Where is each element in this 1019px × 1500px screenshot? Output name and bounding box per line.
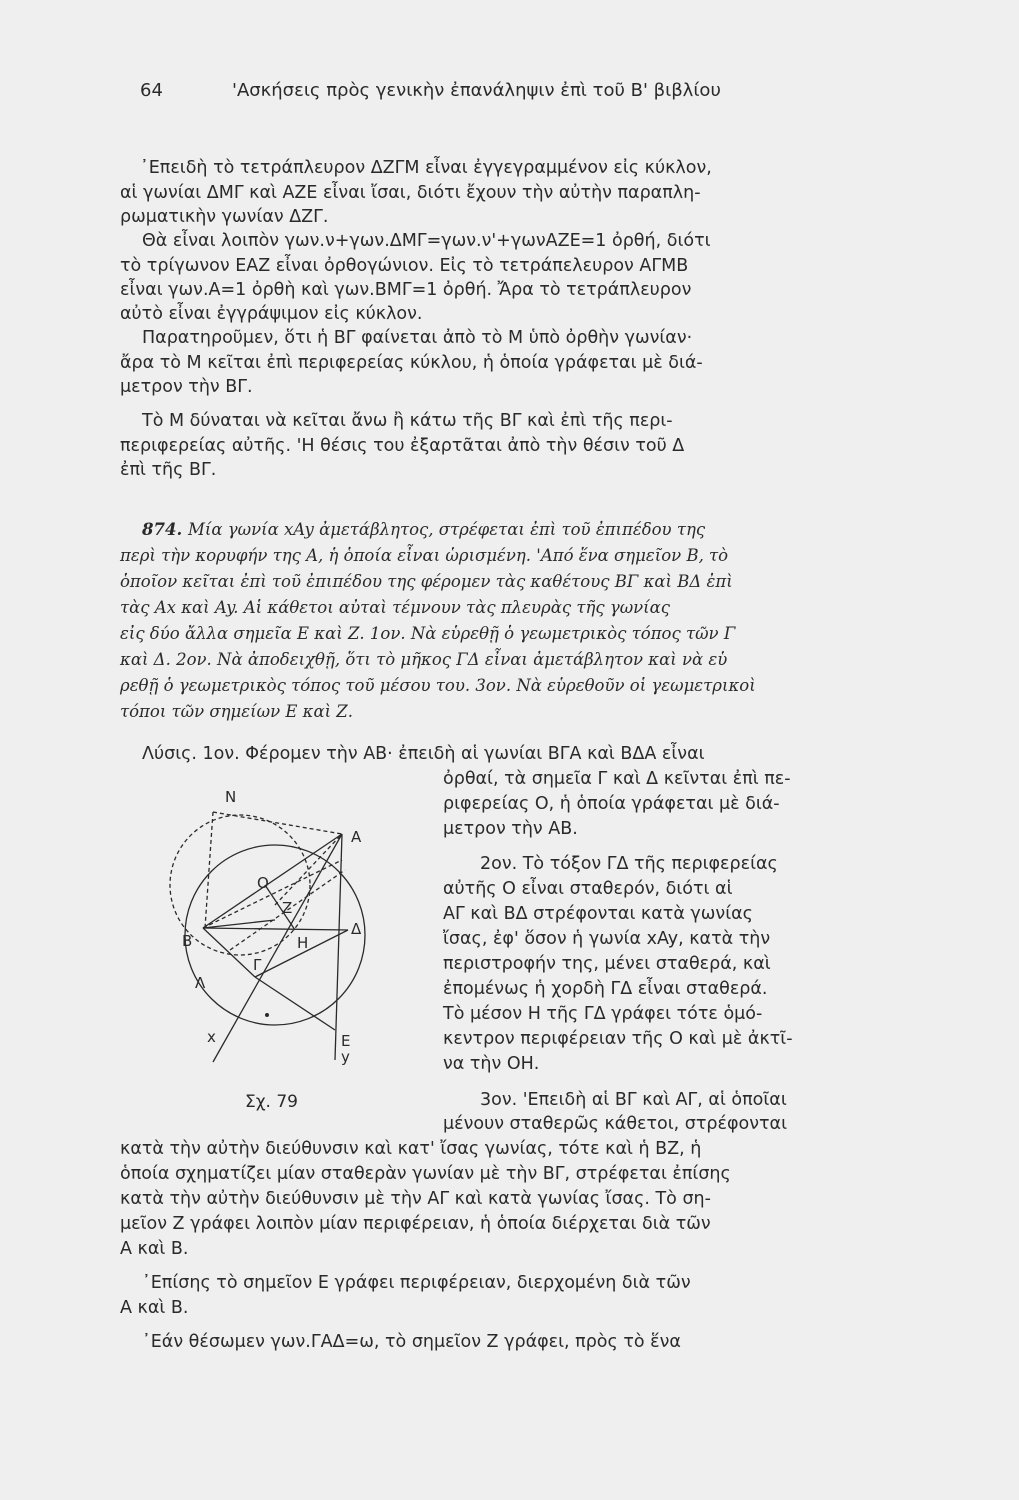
text-line: Τὸ Μ δύναται νὰ κεῖται ἄνω ἢ κάτω τῆς ΒΓ καὶ ἐπὶ τῆς περι- xyxy=(142,411,673,431)
text-line: ριφερείας Ο, ἡ ὁποία γράφεται μὲ διά- xyxy=(443,794,780,814)
text-line: τὸ τρίγωνον ΕΑΖ εἶναι ὀρθογώνιον. Εἰς τὸ τετράπελευρον ΑΓΜΒ xyxy=(120,256,689,276)
page-number: 64 xyxy=(140,80,163,101)
label-g: Γ xyxy=(253,956,262,974)
text-line: περιφερείας αὐτῆς. 'Η θέσις του ἐξαρτᾶται ἀπὸ τὴν θέσιν τοῦ Δ xyxy=(120,436,685,456)
text-line: ἐπομένως ἡ χορδὴ ΓΔ εἶναι σταθερά. xyxy=(443,979,768,999)
geometry-figure xyxy=(182,770,435,1090)
line-ay xyxy=(335,834,342,1060)
text-line: Τὸ μέσον Η τῆς ΓΔ γράφει τότε ὁμό- xyxy=(443,1004,763,1024)
text-line: τόποι τῶν σημείων Ε καὶ Ζ. xyxy=(120,702,354,721)
text-line: 2ον. Τὸ τόξον ΓΔ τῆς περιφερείας xyxy=(480,854,778,874)
text-line: μετρον τὴν ΑΒ. xyxy=(443,819,578,839)
text-line: ᾿Επίσης τὸ σημεῖον Ε γράφει περιφέρειαν, διερχομένη διὰ τῶν xyxy=(142,1273,691,1293)
text-line: ὀρθαί, τὰ σημεῖα Γ καὶ Δ κεῖνται ἐπὶ πε- xyxy=(443,769,791,789)
line-ab xyxy=(203,834,342,928)
line-nb-dashed xyxy=(205,812,213,928)
text-line: εἶναι γων.Α=1 ὀρθὴ καὶ γων.ΒΜΓ=1 ὀρθή. Ἄρα τὸ τετράπλευρον xyxy=(120,280,692,300)
problem-number: 874. xyxy=(142,520,183,539)
text-line: καὶ Δ. 2ον. Νὰ ἀποδειχθῇ, ὅτι τὸ μῆκος ΓΔ εἶναι ἀμετάβλητον καὶ νὰ εὑ xyxy=(120,650,728,669)
text-line: κεντρον περιφέρειαν τῆς Ο καὶ μὲ ἀκτῖ- xyxy=(443,1029,793,1049)
text-line: μεῖον Ζ γράφει λοιπὸν μίαν περιφέρειαν, ἡ ὁποία διέρχεται διὰ τῶν xyxy=(120,1214,711,1234)
label-o: O xyxy=(257,874,269,892)
point-dot xyxy=(265,1013,269,1017)
figure-caption: Σχ. 79 xyxy=(245,1092,299,1112)
line-bd xyxy=(203,928,348,930)
text-line: ἴσας, ἐφ' ὅσον ἡ γωνία xAy, κατὰ τὴν xyxy=(443,929,771,949)
text-line: ρωματικὴν γωνίαν ΔΖΓ. xyxy=(120,207,329,227)
text-line: ᾿Εάν θέσωμεν γων.ΓΑΔ=ω, τὸ σημεῖον Ζ γράφει, πρὸς τὸ ἕνα xyxy=(142,1332,681,1352)
solution-first-line: Λύσις. 1ον. Φέρομεν τὴν ΑΒ· ἐπειδὴ αἱ γωνίαι ΒΓΑ καὶ ΒΔΑ εἶναι xyxy=(142,744,705,764)
text-line: Μία γωνία xAy ἀμετάβλητος, στρέφεται ἐπὶ τοῦ ἐπιπέδου της xyxy=(188,520,706,539)
text-line: κατὰ τὴν αὐτὴν διεύθυνσιν μὲ τὴν ΑΓ καὶ κατὰ γωνίας ἴσας. Τὸ ση- xyxy=(120,1189,711,1209)
line-na-dashed xyxy=(213,812,342,834)
label-h: H xyxy=(297,934,309,952)
label-d: Δ xyxy=(351,920,362,938)
text-line: Α καὶ Β. xyxy=(120,1239,189,1259)
label-e: E xyxy=(341,1032,351,1050)
text-line: περὶ τὴν κορυφήν της Α, ἡ ὁποία εἶναι ὡρισμένη. 'Από ἕνα σημεῖον Β, τὸ xyxy=(120,546,729,565)
label-z: Z xyxy=(282,899,293,917)
text-line: Α καὶ Β. xyxy=(120,1298,189,1318)
text-line: μετρον τὴν ΒΓ. xyxy=(120,377,253,397)
text-line: αὐτὸ εἶναι ἐγγράψιμον εἰς κύκλον. xyxy=(120,304,423,324)
text-line: ἐπὶ τῆς ΒΓ. xyxy=(120,460,217,480)
line-bg xyxy=(203,928,255,977)
text-line: τὰς Ax καὶ Ay. Αἱ κάθετοι αὐταὶ τέμνουν τὰς πλευρὰς τῆς γωνίας xyxy=(120,598,671,617)
line-ge xyxy=(255,977,335,1030)
text-line: περιστροφήν της, μένει σταθερά, καὶ xyxy=(443,954,771,974)
text-line: να τὴν ΟΗ. xyxy=(443,1054,540,1074)
text-line: Παρατηροῦμεν, ὅτι ἡ ΒΓ φαίνεται ἀπὸ τὸ Μ ὑπὸ ὀρθὴν γωνίαν· xyxy=(142,328,693,348)
text-line: αἱ γωνίαι ΔΜΓ καὶ ΑΖΕ εἶναι ἴσαι, διότι ἔχουν τὴν αὐτὴν παραπλη- xyxy=(120,183,701,203)
text-line: ρεθῇ ὁ γεωμετρικὸς τόπος τοῦ μέσου του. 3ον. Νὰ εὑρεθοῦν οἱ γεωμετρικοὶ xyxy=(120,676,756,695)
running-title: 'Ασκήσεις πρὸς γενικὴν ἐπανάληψιν ἐπὶ τοῦ Β' βιβλίου xyxy=(232,80,721,101)
text-line: αὐτῆς Ο εἶναι σταθερόν, διότι αἱ xyxy=(443,879,733,899)
text-line: εἰς δύο ἄλλα σημεῖα Ε καὶ Ζ. 1ον. Νὰ εὑρεθῇ ὁ γεωμετρικὸς τόπος τῶν Γ xyxy=(120,624,736,643)
text-line: Θὰ εἶναι λοιπὸν γων.ν+γων.ΔΜΓ=γων.ν'+γωνΑΖΕ=1 ὀρθή, διότι xyxy=(142,231,711,251)
label-x: x xyxy=(207,1028,216,1046)
text-line: ὁποῖον κεῖται ἐπὶ τοῦ ἐπιπέδου της φέρομεν τὰς καθέτους ΒΓ καὶ ΒΔ ἐπὶ xyxy=(120,572,733,591)
label-y: y xyxy=(341,1048,350,1066)
text-line: ἄρα τὸ Μ κεῖται ἐπὶ περιφερείας κύκλου, ἡ ὁποία γράφεται μὲ διά- xyxy=(120,353,703,373)
text-line: κατὰ τὴν αὐτὴν διεύθυνσιν καὶ κατ' ἴσας γωνίας, τότε καὶ ἡ ΒΖ, ἡ xyxy=(120,1139,702,1159)
label-n: N xyxy=(225,788,237,806)
text-line: 3ον. 'Επειδὴ αἱ ΒΓ καὶ ΑΓ, αἱ ὁποῖαι xyxy=(480,1090,787,1110)
label-a: A xyxy=(351,828,362,846)
label-l: Λ xyxy=(195,974,206,992)
label-b: B xyxy=(182,932,193,950)
text-line: ΑΓ καὶ ΒΔ στρέφονται κατὰ γωνίας xyxy=(443,904,753,924)
text-line: ὁποία σχηματίζει μίαν σταθερὰν γωνίαν μὲ τὴν ΒΓ, στρέφεται ἐπίσης xyxy=(120,1164,731,1184)
text-line: μένουν σταθερῶς κάθετοι, στρέφονται xyxy=(443,1114,787,1134)
text-line: ᾿Επειδὴ τὸ τετράπλευρον ΔΖΓΜ εἶναι ἐγγεγραμμένον εἰς κύκλον, xyxy=(140,158,712,178)
